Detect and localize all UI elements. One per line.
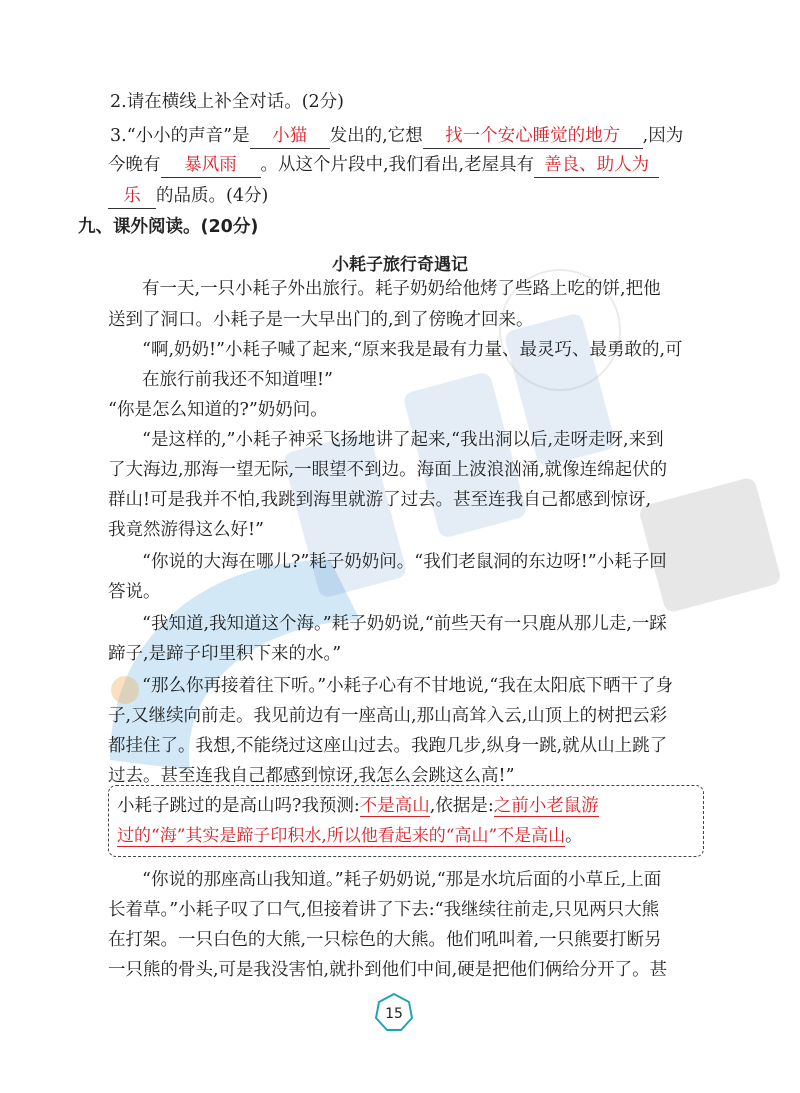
story-line: 我竟然游得这么好!” <box>108 520 264 540</box>
story-line: “你是怎么知道的?”奶奶问。 <box>108 400 328 420</box>
prediction-answer[interactable]: 不是高山 <box>359 796 430 816</box>
prediction-box <box>108 785 704 857</box>
prediction-reason-2[interactable]: 过的“海”其实是蹄子印积水,所以他看起来的“高山”不是高山 <box>117 826 566 846</box>
prediction-reason-1[interactable]: 之前小老鼠游 <box>493 796 599 816</box>
story-line: “你说的那座高山我知道。”耗子奶奶说,“那是水坑后面的小草丘,上面 <box>142 870 662 890</box>
story-line: 蹄子,是蹄子印里积下来的水。” <box>108 644 342 664</box>
answer-blank-4-cont[interactable]: 乐 <box>108 184 156 209</box>
story-line: 一只熊的骨头,可是我没害怕,就扑到他们中间,硬是把他们俩给分开了。甚 <box>108 960 668 980</box>
story-line: 长着草。”小耗子叹了口气,但接着讲了下去:“我继续往前走,只见两只大熊 <box>108 900 660 920</box>
answer-blank-1[interactable]: 小猫 <box>250 124 330 149</box>
story-line: “是这样的,”小耗子神采飞扬地讲了起来,“我出洞以后,走呀走呀,来到 <box>142 430 664 450</box>
story-title: 小耗子旅行奇遇记 <box>332 255 468 275</box>
question-3-line-1: 3.“小小的声音”是 小猫 发出的,它想 找一个安心睡觉的地方 ,因为 <box>110 124 800 149</box>
story-line: 群山!可是我并不怕,我跳到海里就游了过去。甚至连我自己都感到惊讶, <box>108 490 652 510</box>
story-line: 子,又继续向前走。我见前边有一座高山,那山高耸入云,山顶上的树把云彩 <box>108 706 668 726</box>
story-line: 在旅行前我还不知道哩!” <box>142 370 333 390</box>
question-2: 2.请在横线上补全对话。(2分) <box>110 92 344 112</box>
story-line: 有一天,一只小耗子外出旅行。耗子奶奶给他烤了些路上吃的饼,把他 <box>142 279 661 299</box>
section-9-heading: 九、课外阅读。(20分) <box>78 217 259 237</box>
prediction-line-1: 小耗子跳过的是高山吗?我预测:不是高山,依据是:之前小老鼠游 <box>117 796 599 816</box>
story-line: 送到了洞口。小耗子是一大早出门的,到了傍晚才回来。 <box>108 310 534 330</box>
story-line: “你说的大海在哪儿?”耗子奶奶问。“我们老鼠洞的东边呀!”小耗子回 <box>142 552 667 572</box>
story-line: 答说。 <box>108 582 161 602</box>
question-3-line-3: 乐 的品质。(4分) <box>108 184 800 209</box>
story-line: 过去。甚至连我自己都感到惊讶,我怎么会跳这么高!” <box>108 766 515 786</box>
page-number: 15 <box>385 1006 403 1022</box>
story-line: 在打架。一只白色的大熊,一只棕色的大熊。他们吼叫着,一只熊要打断另 <box>108 930 662 950</box>
story-line: 了大海边,那海一望无际,一眼望不到边。海面上波浪汹涌,就像连绵起伏的 <box>108 460 668 480</box>
answer-blank-2[interactable]: 找一个安心睡觉的地方 <box>423 124 643 149</box>
story-line: “那么你再接着往下听。”小耗子心有不甘地说,“我在太阳底下晒干了身 <box>142 676 674 696</box>
question-3-line-2: 今晚有 暴风雨 。从这个片段中,我们看出,老屋具有 善良、助人为 <box>108 153 800 178</box>
answer-blank-3[interactable]: 暴风雨 <box>161 153 261 178</box>
story-line: 都挂住了。我想,不能绕过这座山过去。我跑几步,纵身一跳,就从山上跳了 <box>108 736 668 756</box>
page-number-badge <box>374 992 414 1032</box>
story-line: “我知道,我知道这个海。”耗子奶奶说,“前些天有一只鹿从那儿走,一踩 <box>142 614 667 634</box>
answer-blank-4[interactable]: 善良、助人为 <box>534 153 659 178</box>
prediction-line-2: 过的“海”其实是蹄子印积水,所以他看起来的“高山”不是高山。 <box>117 826 583 846</box>
story-line: “啊,奶奶!”小耗子喊了起来,“原来我是最有力量、最灵巧、最勇敢的,可 <box>142 340 683 360</box>
